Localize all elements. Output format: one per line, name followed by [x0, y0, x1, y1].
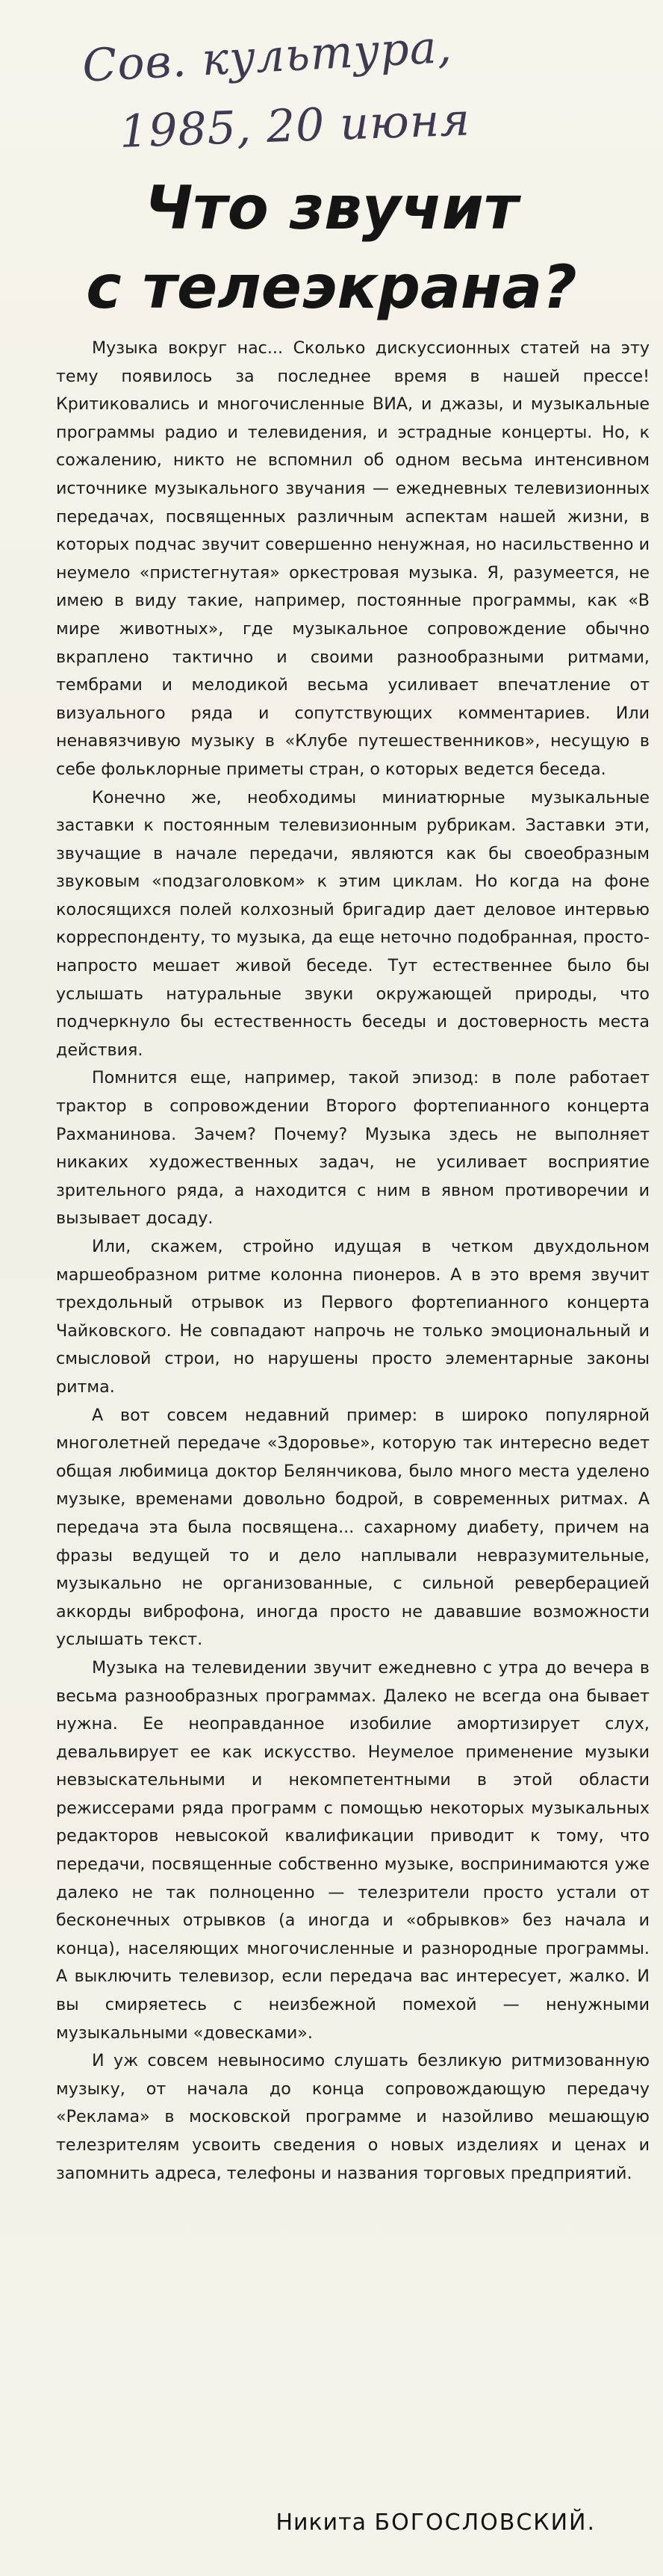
- author-first-name: Никита: [276, 2510, 367, 2536]
- article-paragraph: А вот совсем недавний пример: в широко популярной многолетней передаче «Здоровье», которую так интересно ведет общая любимица доктор Белянчикова, было много места уделено музыке, временами довольно бодрой, в современных ритмах. А передача эта была посвящена... сахарному диабету, причем на фразы ведущей то и дело наплывали невразумительные, музыкально не организованные, с сильной реверберацией аккорды виброфона, иногда просто не дававшие возможности услышать текст.: [56, 1405, 650, 1650]
- article-paragraph: Конечно же, необходимы миниатюрные музыкальные заставки к постоянным телевизионным рубрикам. Заставки эти, звучащие в начале передачи, являются как бы своеобразным звуковым «подзаголовком» к этим циклам. Но когда на фоне колосящихся полей колхозный бригадир дает деловое интервью корреспонденту, то музыка, да еще неточно подобранная, просто-напросто мешает живой беседе. Тут естественнее было бы услышать натуральные звуки окружающей природы, что подчеркнуло бы естественность беседы и достоверность места действия.: [56, 787, 650, 1060]
- article-paragraph: Или, скажем, стройно идущая в четком двухдольном маршеобразном ритме колонна пионеров. А в это время звучит трехдольный отрывок из Первого фортепианного концерта Чайковского. Не совпадают напрочь не только эмоциональный и смысловой строи, но нарушены просто элементарные законы ритма.: [56, 1237, 650, 1397]
- handwritten-date-note: 1985, 20 июня: [118, 93, 472, 158]
- article-headline-line-2: с телеэкрана?: [86, 252, 577, 322]
- article-paragraph: И уж совсем невыносимо слушать безликую ритмизованную музыку, от начала до конца сопровождающую передачу «Реклама» в московской программе и назойливо мешающую телезрителям усвоить сведения о новых изделиях и ценах и запомнить адреса, телефоны и названия торговых предприятий.: [56, 2051, 650, 2183]
- author-surname: БОГОСЛОВСКИЙ.: [374, 2510, 596, 2536]
- author-signature: [0, 2510, 596, 2536]
- article-paragraph: Помнится еще, например, такой эпизод: в поле работает трактор в сопровождении Второго фортепианного концерта Рахманинова. Зачем? Почему? Музыка здесь не выполняет никаких художественных задач, не усиливает восприятие зрительного ряда, а находится с ним в явном противоречии и вызывает досаду.: [56, 1068, 650, 1229]
- article-paragraph: Музыка на телевидении звучит ежедневно с утра до вечера в весьма разнообразных программах. Далеко не всегда она бывает нужна. Ее неоправданное изобилие амортизирует слух, девальвирует ее как искусство. Неумелое применение музыки невзыскательными и некомпетентными в этой области режиссерами ряда программ с помощью некоторых музыкальных редакторов невысокой квалификации приводит к тому, что передачи, посвященные собственно музыке, воспринимаются уже далеко не так полноценно — телезрители просто устали от бесконечных отрывков (а иногда и «обрывков» без начала и конца), населяющих многочисленные и разнородные программы. А выключить телевизор, если передача вас интересует, жалко. И вы смиряетесь с неизбежной помехой — ненужными музыкальными «довесками».: [56, 1657, 650, 2043]
- article-paragraph: Музыка вокруг нас... Сколько дискуссионных статей на эту тему появилось за последнее время в нашей прессе! Критиковались и многочисленные ВИА, и джазы, и музыкальные программы радио и телевидения, и эстрадные концерты. Но, к сожалению, никто не вспомнил об одном весьма интенсивном источнике музыкального звучания — ежедневных телевизионных передачах, посвященных различным аспектам нашей жизни, в которых подчас звучит совершенно ненужная, но насильственно и неумело «пристегнутая» оркестровая музыка. Я, разумеется, не имею в виду такие, например, постоянные программы, как «В мире животных», где музыкальное сопровождение обычно вкраплено тактично и своими разнообразными ритмами, тембрами и мелодикой весьма усиливает впечатление от визуального ряда и сопутствующих комментариев. Или ненавязчивую музыку в «Клубе путешественников», несущую в себе фольклорные приметы стран, о которых ведется беседа.: [56, 338, 650, 779]
- article-headline-line-1: Что звучит: [144, 173, 519, 243]
- article-body: [56, 335, 650, 2188]
- handwritten-source-note: Сов. культура,: [81, 20, 454, 93]
